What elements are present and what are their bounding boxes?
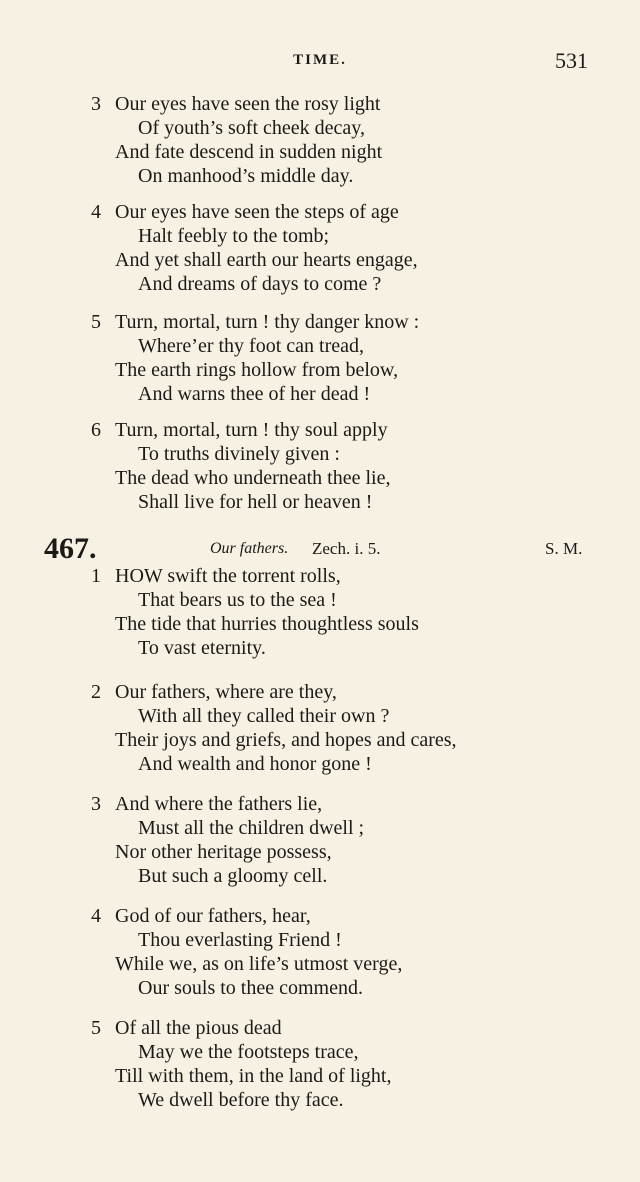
verse-line: Halt feebly to the tomb; xyxy=(138,225,330,247)
hymn-meter: S. M. xyxy=(545,539,583,558)
verse-line: May we the footsteps trace, xyxy=(138,1041,359,1063)
verse-line: To truths divinely given : xyxy=(138,443,340,465)
verse-line: With all they called their own ? xyxy=(138,705,390,727)
running-head xyxy=(0,48,640,78)
page-number: 531 xyxy=(555,48,588,73)
verse-line: While we, as on life’s utmost verge, xyxy=(115,953,403,975)
verse-line: God of our fathers, hear, xyxy=(115,905,311,927)
hymn-number: 467. xyxy=(44,532,97,565)
hymn-heading xyxy=(0,532,640,568)
verse-line: We dwell before thy face. xyxy=(138,1089,344,1111)
stanza-number: 3 xyxy=(91,93,101,115)
stanza-number: 1 xyxy=(91,565,101,587)
verse-line: But such a gloomy cell. xyxy=(138,865,328,887)
verse-line: And dreams of days to come ? xyxy=(138,273,382,295)
stanza-number: 3 xyxy=(91,793,101,815)
verse-line: Our eyes have seen the steps of age xyxy=(115,201,399,223)
verse-line: And fate descend in sudden night xyxy=(115,141,383,163)
verse-line: That bears us to the sea ! xyxy=(138,589,337,611)
verse-line: Our souls to thee commend. xyxy=(138,977,363,999)
verse-line: Turn, mortal, turn ! thy soul apply xyxy=(115,419,388,441)
verse-line: And warns thee of her dead ! xyxy=(138,383,371,405)
verse-line: Where’er thy foot can tread, xyxy=(138,335,364,357)
verse-line: Nor other heritage possess, xyxy=(115,841,332,863)
scripture-reference: Zech. i. 5. xyxy=(312,539,381,558)
verse-line: Shall live for hell or heaven ! xyxy=(138,491,373,513)
verse-line: And wealth and honor gone ! xyxy=(138,753,372,775)
section-title: TIME. xyxy=(293,52,347,68)
hymn-title: Our fathers. xyxy=(210,540,289,557)
verse-line: Must all the children dwell ; xyxy=(138,817,365,839)
verse-line: Thou everlasting Friend ! xyxy=(138,929,342,951)
verse-line: To vast eternity. xyxy=(138,637,266,659)
verse-line: Till with them, in the land of light, xyxy=(115,1065,392,1087)
verse-line: And yet shall earth our hearts engage, xyxy=(115,249,418,271)
stanza-number: 2 xyxy=(91,681,101,703)
verse-line: The tide that hurries thoughtless souls xyxy=(115,613,419,635)
verse-line: On manhood’s middle day. xyxy=(138,165,354,187)
verse-line: The dead who underneath thee lie, xyxy=(115,467,391,489)
verse-line: Our fathers, where are they, xyxy=(115,681,337,703)
stanza-number: 6 xyxy=(91,419,101,441)
verse-line: Our eyes have seen the rosy light xyxy=(115,93,381,115)
verse-line: Of youth’s soft cheek decay, xyxy=(138,117,365,139)
verse-line: Of all the pious dead xyxy=(115,1017,282,1039)
verse-line: HOW swift the torrent rolls, xyxy=(115,565,341,587)
verse-line: Their joys and griefs, and hopes and cares, xyxy=(115,729,457,751)
verse-line: The earth rings hollow from below, xyxy=(115,359,399,381)
stanza-number: 5 xyxy=(91,1017,101,1039)
stanza-number: 5 xyxy=(91,311,101,333)
stanza-number: 4 xyxy=(91,201,101,223)
verse-line: And where the fathers lie, xyxy=(115,793,323,815)
stanza-number: 4 xyxy=(91,905,101,927)
verse-line: Turn, mortal, turn ! thy danger know : xyxy=(115,311,420,333)
